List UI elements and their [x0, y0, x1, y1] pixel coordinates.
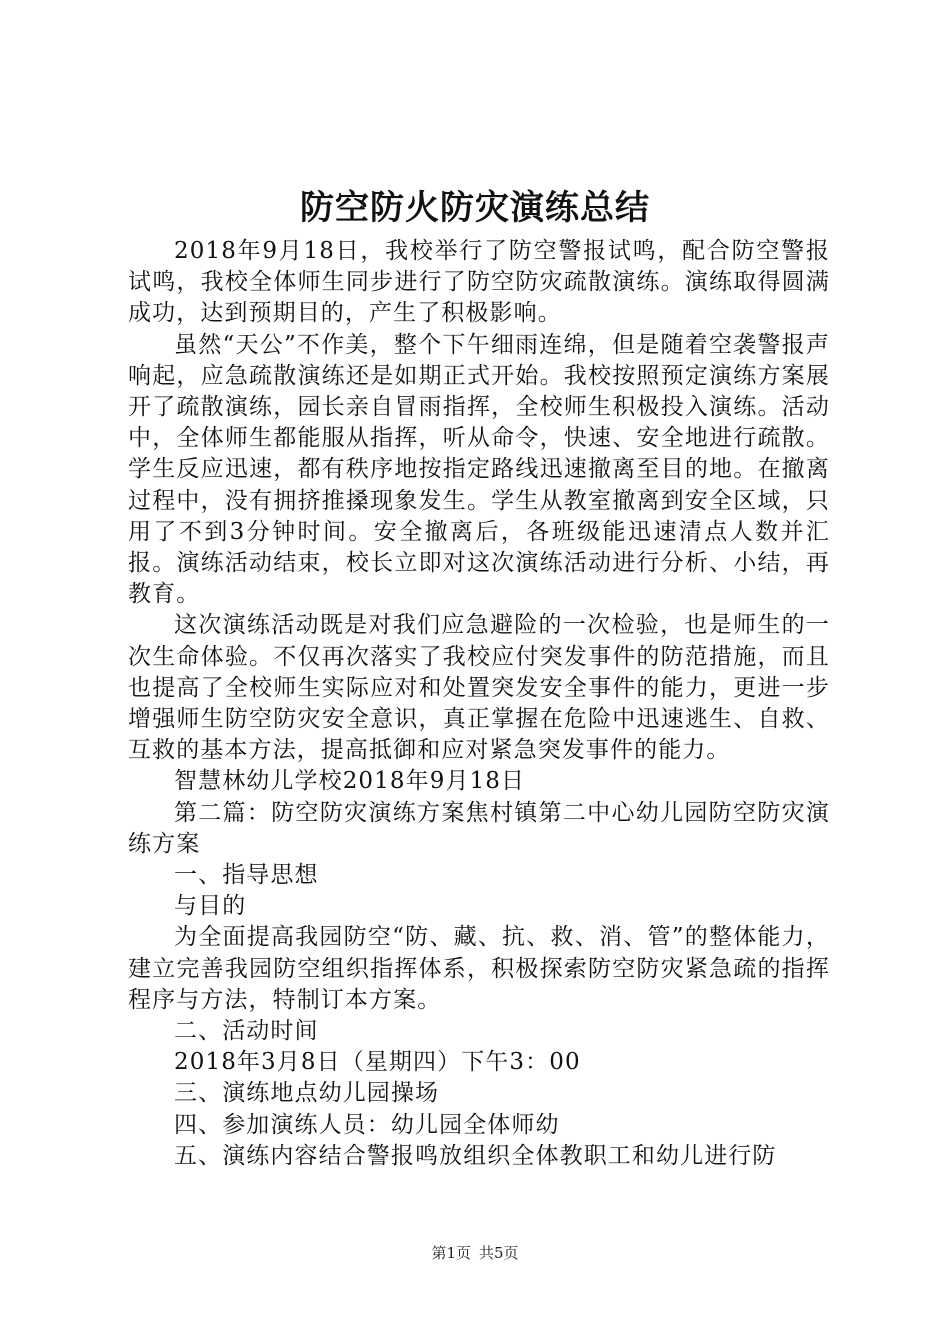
paragraph: 虽然“天公”不作美，整个下午细雨连绵，但是随着空袭警报声响起，应急疏散演练还是如期正式开始。我校按照预定演练方案展开了疏散演练，园长亲自冒雨指挥，全校师生积极投入演练。活动中，全体师生都能服从指挥，听从命令，快速、安全地进行疏散。学生反应迅速，都有秩序地按指定路线迅速撤离至目的地。在撤离过程中，没有拥挤推搡现象发生。学生从教室撤离到安全区域，只用了不到3分钟时间。安全撤离后，各班级能迅速清点人数并汇报。演练活动结束，校长立即对这次演练活动进行分析、小结，再教育。 [128, 331, 830, 608]
section-heading: 二、活动时间 [174, 1018, 319, 1045]
paragraph: 2018年9月18日，我校举行了防空警报试鸣，配合防空警报试鸣，我校全体师生同步进行了防空防灾疏散演练。演练取得圆满成功，达到预期目的，产生了积极影响。 [128, 238, 830, 327]
document-body [128, 236, 830, 1172]
section-heading: 第二篇：防空防灾演练方案焦村镇第二中心幼儿园防空防灾演练方案 [128, 799, 830, 857]
paragraph: 2018年3月8日（星期四）下午3：00 [174, 1049, 581, 1076]
paragraph: 这次演练活动既是对我们应急避险的一次检验，也是师生的一次生命体验。不仅再次落实了我校应付突发事件的防范措施，而且也提高了全校师生实际应对和处置突发安全事件的能力，更进一步增强师生防空防灾安全意识，真正掌握在危险中迅速逃生、自救、互救的基本方法，提高抵御和应对紧急突发事件的能力。 [128, 612, 830, 764]
page-footer [0, 1243, 950, 1263]
signature-line: 智慧林幼儿学校2018年9月18日 [174, 768, 526, 795]
page-number: 第1页 [431, 1244, 471, 1262]
document-title: 防空防火防灾演练总结 [300, 188, 650, 228]
section-heading: 一、指导思想 [174, 862, 319, 889]
section-heading: 与目的 [174, 893, 247, 920]
section-heading: 三、演练地点幼儿园操场 [174, 1080, 440, 1107]
section-heading: 四、参加演练人员：幼儿园全体师幼 [174, 1111, 560, 1138]
page-total: 共5页 [479, 1244, 519, 1262]
paragraph: 为全面提高我园防空“防、藏、抗、救、消、管”的整体能力，建立完善我园防空组织指挥体系，积极探索防空防灾紧急疏的指挥程序与方法，特制订本方案。 [128, 924, 830, 1013]
paragraph: 五、演练内容结合警报鸣放组织全体教职工和幼儿进行防 [174, 1142, 777, 1169]
